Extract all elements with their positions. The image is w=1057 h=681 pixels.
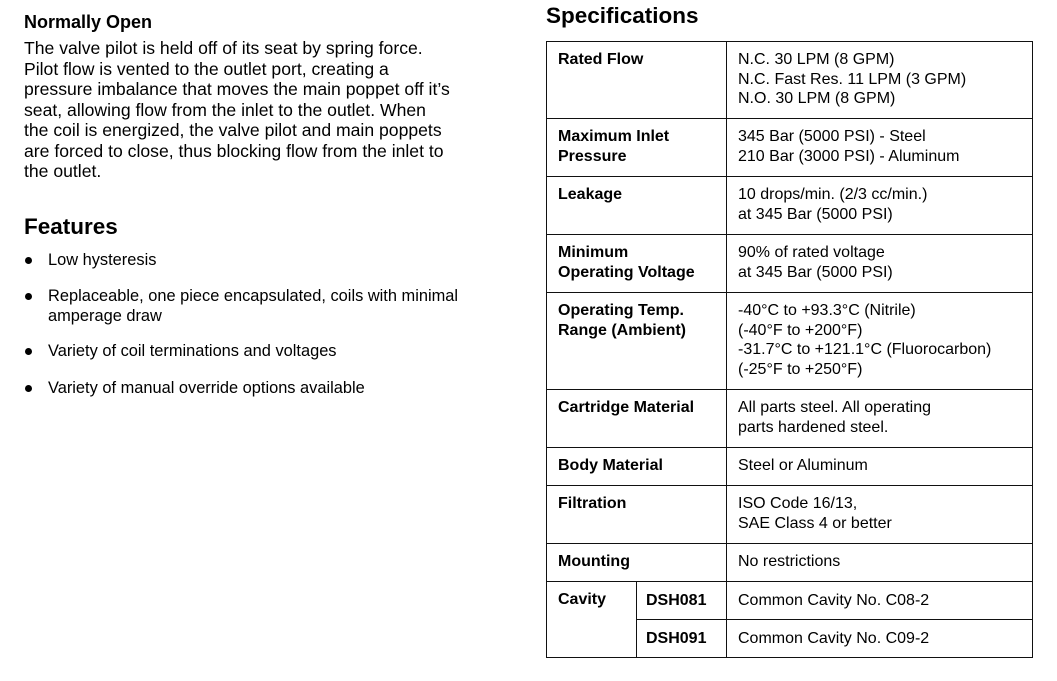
spec-label xyxy=(547,293,727,390)
bullet-icon xyxy=(25,385,32,392)
spec-value-line: 90% of rated voltage xyxy=(738,244,885,261)
feature-text: Replaceable, one piece encapsulated, coils with minimal xyxy=(48,287,458,305)
spec-row-cartridge-material xyxy=(547,390,1033,448)
spec-value xyxy=(727,293,1033,390)
spec-row-operating-temp xyxy=(547,293,1033,390)
spec-value-line: at 345 Bar (5000 PSI) xyxy=(738,205,893,223)
spec-row-mounting xyxy=(547,544,1033,582)
cavity-label xyxy=(547,582,637,620)
spec-value-line: 10 drops/min. (2/3 cc/min.) xyxy=(738,186,928,203)
spec-label-text: Operating Voltage xyxy=(558,263,695,281)
bullet-icon xyxy=(25,257,32,264)
spec-value xyxy=(727,119,1033,177)
feature-text: amperage draw xyxy=(48,306,162,325)
spec-label-text: Maximum Inlet xyxy=(558,128,670,145)
spec-row-body-material xyxy=(547,448,1033,486)
spec-value xyxy=(727,390,1033,448)
spec-value-line: (-25°F to +250°F) xyxy=(738,360,863,378)
spec-row-leakage xyxy=(547,177,1033,235)
spec-row-max-inlet-pressure xyxy=(547,119,1033,177)
cavity-model xyxy=(637,582,727,620)
cavity-model xyxy=(637,620,727,658)
cavity-value xyxy=(727,620,1033,658)
spec-value-line: N.C. 30 LPM (8 GPM) xyxy=(738,51,895,68)
spec-value-line: ISO Code 16/13, xyxy=(738,495,858,512)
feature-item xyxy=(24,251,524,271)
bullet-icon xyxy=(25,293,32,300)
spec-label-text: Body Material xyxy=(558,457,663,474)
feature-item xyxy=(24,379,524,399)
spec-label-text: Filtration xyxy=(558,495,627,512)
normally-open-heading: Normally Open xyxy=(24,12,153,32)
bullet-icon xyxy=(25,348,32,355)
feature-item xyxy=(24,342,524,362)
spec-row-rated-flow xyxy=(547,42,1033,119)
spec-value-line: -40°C to +93.3°C (Nitrile) xyxy=(738,302,916,319)
spec-value-line: -31.7°C to +121.1°C (Fluorocarbon) xyxy=(738,341,992,359)
cavity-model-text: DSH091 xyxy=(646,630,707,647)
spec-value xyxy=(727,235,1033,293)
feature-text: Variety of manual override options available xyxy=(48,378,365,397)
spec-value-line: (-40°F to +200°F) xyxy=(738,321,863,339)
spec-label-text: Leakage xyxy=(558,186,623,203)
feature-text: Low hysteresis xyxy=(48,250,157,269)
feature-text: Variety of coil terminations and voltages xyxy=(48,342,337,360)
spec-label xyxy=(547,544,727,582)
spec-value-line: SAE Class 4 or better xyxy=(738,514,892,532)
specifications-heading: Specifications xyxy=(546,3,699,28)
feature-item xyxy=(24,287,524,326)
cavity-value-text: Common Cavity No. C09-2 xyxy=(738,630,930,647)
spec-label xyxy=(547,235,727,293)
spec-label-text: Cartridge Material xyxy=(558,399,695,416)
spec-value xyxy=(727,177,1033,235)
spec-value xyxy=(727,448,1033,486)
specifications-table xyxy=(546,41,1033,658)
spec-label xyxy=(547,42,727,119)
spec-value xyxy=(727,42,1033,119)
description-line: pressure imbalance that moves the main poppet off it’s xyxy=(24,79,450,99)
spec-value-line: N.O. 30 LPM (8 GPM) xyxy=(738,90,896,108)
spec-value-line: at 345 Bar (5000 PSI) xyxy=(738,263,893,281)
spec-value-line: All parts steel. All operating xyxy=(738,399,931,416)
spec-value-line: No restrictions xyxy=(738,553,841,570)
spec-label xyxy=(547,177,727,235)
cavity-value xyxy=(727,582,1033,620)
spec-value xyxy=(727,544,1033,582)
description-line: the coil is energized, the valve pilot and main poppets xyxy=(24,120,442,140)
cavity-model-text: DSH081 xyxy=(646,592,707,609)
spec-value-line: Steel or Aluminum xyxy=(738,457,868,474)
spec-label xyxy=(547,119,727,177)
spec-value-line: 210 Bar (3000 PSI) - Aluminum xyxy=(738,147,960,165)
features-list xyxy=(24,251,524,399)
description-line: Pilot flow is vented to the outlet port, creating a xyxy=(24,58,389,79)
spec-label-text: Mounting xyxy=(558,553,630,570)
spec-value-line: N.C. Fast Res. 11 LPM (3 GPM) xyxy=(738,70,967,88)
spec-label-text: Range (Ambient) xyxy=(558,321,686,339)
description-line: the outlet. xyxy=(24,161,102,181)
spec-value xyxy=(727,486,1033,544)
spec-label xyxy=(547,486,727,544)
spec-value-line: parts hardened steel. xyxy=(738,418,889,436)
spec-label-text: Pressure xyxy=(558,147,627,165)
spec-label-text: Minimum xyxy=(558,244,629,261)
description-line: seat, allowing flow from the inlet to the outlet. When xyxy=(24,99,426,120)
spec-value-line: 345 Bar (5000 PSI) - Steel xyxy=(738,128,926,145)
spec-label-text: Operating Temp. xyxy=(558,302,684,319)
left-column xyxy=(24,10,524,398)
spec-row-cavity-dsh091 xyxy=(547,620,1033,658)
spec-row-cavity-dsh081 xyxy=(547,582,1033,620)
description-line: The valve pilot is held off of its seat by spring force. xyxy=(24,38,423,58)
normally-open-description xyxy=(24,38,524,182)
cavity-label-text: Cavity xyxy=(558,591,607,608)
features-heading: Features xyxy=(24,213,118,239)
cavity-label-continued xyxy=(547,620,637,658)
cavity-value-text: Common Cavity No. C08-2 xyxy=(738,592,930,609)
spec-label-text: Rated Flow xyxy=(558,51,644,68)
description-line: are forced to close, thus blocking flow from the inlet to xyxy=(24,140,444,161)
spec-row-min-operating-voltage xyxy=(547,235,1033,293)
spec-label xyxy=(547,448,727,486)
spec-label xyxy=(547,390,727,448)
spec-row-filtration xyxy=(547,486,1033,544)
